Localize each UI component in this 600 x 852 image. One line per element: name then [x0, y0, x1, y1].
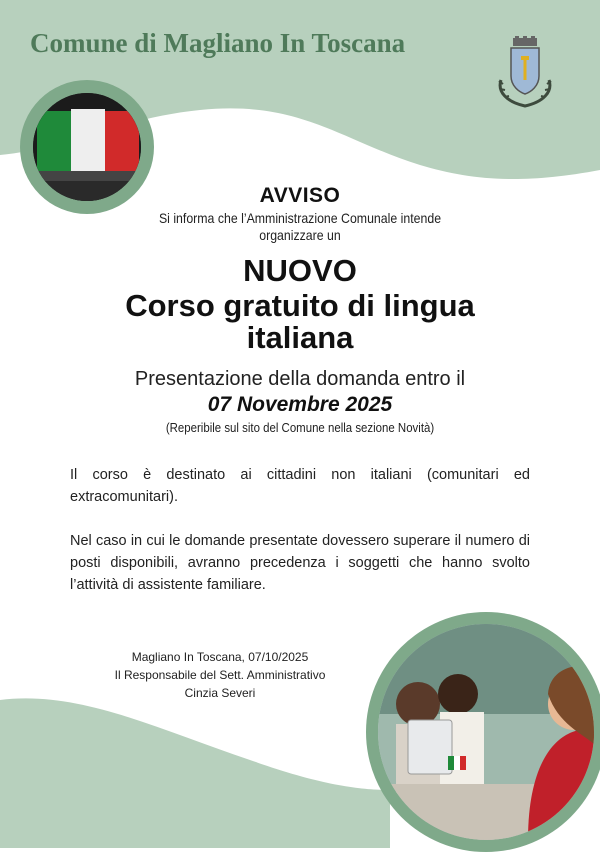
availability-note: (Reperibile sul sito del Comune nella sezione Novità) — [165, 420, 435, 435]
signature-block — [90, 648, 350, 702]
title-new: NUOVO — [243, 253, 357, 288]
municipal-crest-icon — [493, 36, 557, 108]
signature-name: Cinzia Severi — [184, 686, 256, 700]
students-photo — [378, 624, 594, 840]
deadline-date: 07 Novembre 2025 — [207, 393, 393, 416]
signature-role: Il Responsabile del Sett. Amministrativo — [114, 668, 326, 682]
intro-line-1: Si informa che l’Amministrazione Comunale intende — [158, 210, 442, 226]
notice-intro — [36, 210, 564, 244]
notice-heading: AVVISO — [259, 184, 341, 207]
signature-place-date: Magliano In Toscana, 07/10/2025 — [131, 650, 309, 664]
body-paragraph-1: Il corso è destinato ai cittadini non italiani (comunitari ed extracomunitari). — [70, 467, 530, 505]
course-title — [100, 290, 500, 354]
body-paragraph-2: Nel caso in cui le domande presentate dovessero superare il numero di posti disponibili, avranno precedenza i soggetti che hanno svolto l’attività di assistente familiare. — [70, 533, 530, 593]
municipality-title: Comune di Magliano In Toscana — [30, 28, 406, 58]
deadline-text: Presentazione della domanda entro il — [134, 368, 466, 390]
course-title-line-1: Corso gratuito di lingua — [125, 288, 475, 323]
intro-line-2: organizzare un — [259, 227, 341, 243]
course-title-line-2: italiana — [246, 320, 354, 355]
